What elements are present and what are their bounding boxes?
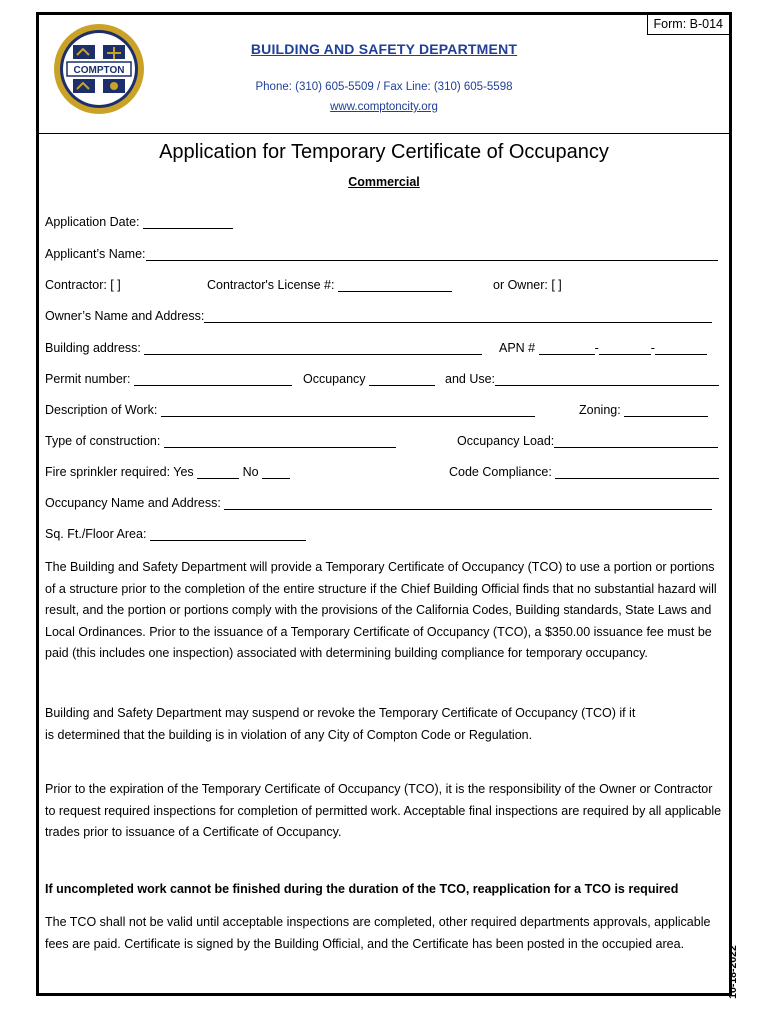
applicant-name-field[interactable]: [146, 247, 718, 261]
row-description: [45, 403, 723, 421]
reapplication-notice: If uncompleted work cannot be finished during the duration of the TCO, reapplication for a TCO is required: [45, 882, 679, 896]
row-owner: [45, 309, 723, 327]
apn-label: APN #: [499, 341, 536, 355]
building-address-label: Building address:: [45, 341, 141, 355]
owner-checkbox[interactable]: or Owner: [ ]: [493, 278, 562, 292]
row-applicant-name: [45, 247, 723, 265]
form-number: Form: B-014: [647, 15, 729, 35]
occupancy-load-field[interactable]: [554, 434, 718, 448]
apn-dash-2: -: [650, 341, 655, 355]
owner-name-address-field[interactable]: [204, 309, 712, 323]
revision-date: 10-18-2022: [727, 945, 739, 999]
contractor-license-field[interactable]: [338, 278, 452, 292]
sprinkler-no-label: No: [242, 465, 259, 479]
form-header: [39, 15, 729, 134]
website-link[interactable]: www.comptoncity.org: [330, 101, 438, 113]
apn-field-part-2[interactable]: [599, 341, 651, 355]
occupancy-name-address-label: Occupancy Name and Address:: [45, 496, 221, 510]
type-of-construction-label: Type of construction:: [45, 434, 161, 448]
form-title: Application for Temporary Certificate of Occupancy: [159, 141, 609, 163]
department-name: BUILDING AND SAFETY DEPARTMENT: [250, 41, 518, 57]
sq-ft-field[interactable]: [150, 527, 306, 541]
owner-name-address-label: Owner’s Name and Address:: [45, 309, 205, 323]
occupancy-load-label: Occupancy Load:: [457, 434, 555, 448]
permit-number-label: Permit number:: [45, 372, 131, 386]
permit-number-field[interactable]: [134, 372, 292, 386]
application-date-field[interactable]: [143, 215, 233, 229]
building-address-field[interactable]: [144, 341, 482, 355]
occupancy-field[interactable]: [369, 372, 435, 386]
occupancy-name-address-field[interactable]: [224, 496, 712, 510]
row-sq-ft: [45, 527, 723, 545]
apn-dash-1: -: [594, 341, 599, 355]
row-building-address: [45, 341, 723, 359]
form-page: [36, 12, 739, 999]
row-construction: [45, 434, 723, 452]
sq-ft-label: Sq. Ft./Floor Area:: [45, 527, 147, 541]
zoning-field[interactable]: [624, 403, 708, 417]
type-of-construction-field[interactable]: [164, 434, 396, 448]
code-compliance-label: Code Compliance:: [449, 465, 552, 479]
contractor-checkbox[interactable]: Contractor: [ ]: [45, 278, 121, 292]
applicant-name-label: Applicant’s Name:: [45, 247, 146, 261]
row-sprinkler: [45, 465, 723, 483]
description-of-work-field[interactable]: [161, 403, 535, 417]
svg-text:COMPTON: COMPTON: [73, 65, 125, 76]
sprinkler-no-field[interactable]: [262, 465, 290, 479]
tco-description-paragraph: The Building and Safety Department will provide a Temporary Certificate of Occupancy (TCO) to use a portion or portions of a structure prior to the completion of the entire structure if the Chief Building Official finds that no substantial hazard will result, and the portion or portions comply with the provisions of the California Codes, Building standards, State Laws and Local Ordinances. Prior to the issuance of a Temporary Certificate of Occupancy (TCO), a $350.00 issuance fee must be paid (this includes one inspection) associated with determining building compliance for temporary occupancy.: [45, 560, 717, 660]
tco-expiration-paragraph: Prior to the expiration of the Temporary Certificate of Occupancy (TCO), it is the responsibility of the Owner or Contractor to request required inspections for completion of permitted work. Acceptable final inspections are required by all applicable trades prior to issuance of a Certificate of Occupancy.: [45, 782, 722, 839]
form-subtitle: Commercial: [348, 175, 420, 189]
row-permit: [45, 372, 723, 390]
application-date-label: Application Date:: [45, 215, 140, 229]
contractor-license-label: Contractor's License #:: [207, 278, 335, 292]
revision-date-stamp: [727, 937, 741, 1007]
tco-revocation-paragraph: Building and Safety Department may suspend or revoke the Temporary Certificate of Occupancy (TCO) if it is determined that the building is in violation of any City of Compton Code or Regulation.: [45, 706, 636, 742]
tco-validity-paragraph: The TCO shall not be valid until acceptable inspections are completed, other required departments approvals, applicable fees are paid. Certificate is signed by the Building Official, and the Certificate has been posted in the occupied area.: [45, 915, 711, 951]
description-of-work-label: Description of Work:: [45, 403, 158, 417]
zoning-label: Zoning:: [579, 403, 621, 417]
apn-field-part-1[interactable]: [539, 341, 595, 355]
row-application-date: [45, 215, 723, 233]
and-use-label: and Use:: [445, 372, 496, 386]
sprinkler-yes-field[interactable]: [197, 465, 239, 479]
and-use-field[interactable]: [495, 372, 719, 386]
fire-sprinkler-label: Fire sprinkler required: Yes: [45, 465, 194, 479]
row-occupancy-name: [45, 496, 723, 514]
code-compliance-field[interactable]: [555, 465, 719, 479]
row-contractor: [45, 278, 723, 296]
contact-numbers: Phone: (310) 605-5509 / Fax Line: (310) 605-5598: [255, 81, 513, 93]
occupancy-label: Occupancy: [303, 372, 366, 386]
apn-field-part-3[interactable]: [655, 341, 707, 355]
